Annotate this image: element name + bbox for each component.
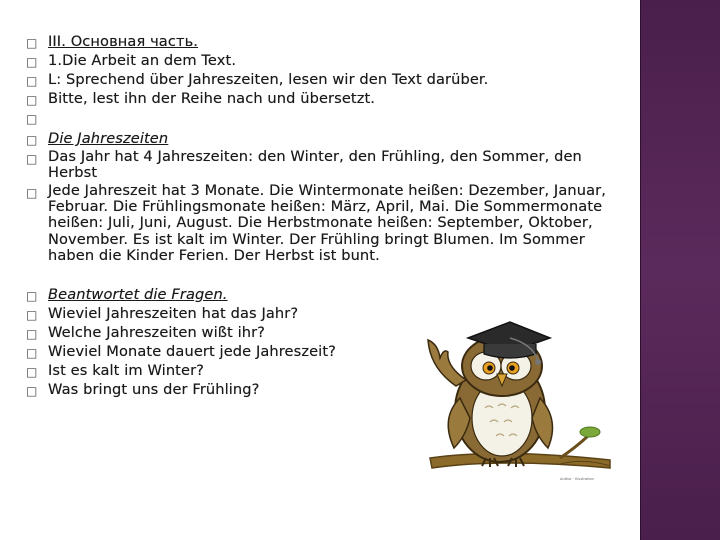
bullet-item xyxy=(26,90,626,109)
text-title: Die Jahreszeiten xyxy=(48,130,169,147)
question-item xyxy=(26,324,406,343)
bullet-item xyxy=(26,71,626,90)
question-text: Wieviel Jahreszeiten hat das Jahr? xyxy=(48,305,299,323)
bullet-icon: □ xyxy=(26,308,38,323)
teacher-line: L: Sprechend über Jahreszeiten, lesen wir den Text darüber. xyxy=(48,71,489,88)
bullet-icon: □ xyxy=(26,327,38,342)
bullet-icon: □ xyxy=(26,36,38,50)
decorative-sidebar xyxy=(641,0,720,540)
task-title: 1.Die Arbeit an dem Text. xyxy=(48,52,237,69)
bullet-icon: □ xyxy=(26,74,38,88)
question-item xyxy=(26,381,406,400)
text-paragraph-2: Jede Jahreszeit hat 3 Monate. Die Wintermonate heißen: Dezember, Januar, Februar. Die Frühlingsmonate heißen: März, April, Mai. Die Sommermonate heißen: Juli, Juni, August. Die Herbstmonate heißen: September, Oktober, November. Es ist kalt im Winter. Der Frühling bringt Blumen. Im Sommer haben die Kinder Ferien. Der Herbst ist bunt. xyxy=(48,182,606,264)
question-text: Welche Jahreszeiten wißt ihr? xyxy=(48,324,266,342)
instruction-line: Bitte, lest ihn der Reihe nach und übersetzt. xyxy=(48,90,376,107)
bullet-item xyxy=(26,109,626,128)
question-text: Ist es kalt im Winter? xyxy=(48,362,205,380)
bullet-icon: □ xyxy=(26,152,38,166)
section-heading xyxy=(48,33,626,51)
bullet-icon: □ xyxy=(26,346,38,361)
bullet-icon: □ xyxy=(26,289,38,304)
question-text: Was bringt uns der Frühling? xyxy=(48,381,260,399)
artist-credit: Author · Illustration xyxy=(560,477,594,481)
bullet-item xyxy=(26,183,626,264)
question-item xyxy=(26,362,406,381)
bullet-item xyxy=(26,149,626,181)
bullet-icon: □ xyxy=(26,112,38,126)
question-text: Wieviel Monate dauert jede Jahreszeit? xyxy=(48,343,336,361)
bullet-item xyxy=(26,286,406,305)
section-heading-text: III. Основная часть. xyxy=(48,33,199,50)
question-item xyxy=(26,343,406,362)
bullet-icon: □ xyxy=(26,186,38,200)
text-paragraph-1: Das Jahr hat 4 Jahreszeiten: den Winter, den Frühling, den Sommer, den Herbst xyxy=(48,148,582,181)
bullet-item xyxy=(26,52,626,71)
bullet-icon: □ xyxy=(26,384,38,399)
owl-illustration xyxy=(410,308,620,498)
bullet-item xyxy=(26,33,626,52)
questions-title: Beantwortet die Fragen. xyxy=(48,286,228,304)
bullet-item xyxy=(26,130,626,149)
spacer xyxy=(26,264,626,286)
bullet-icon: □ xyxy=(26,133,38,147)
question-item xyxy=(26,305,406,324)
bullet-icon: □ xyxy=(26,365,38,380)
bullet-icon: □ xyxy=(26,55,38,69)
bullet-icon: □ xyxy=(26,93,38,107)
